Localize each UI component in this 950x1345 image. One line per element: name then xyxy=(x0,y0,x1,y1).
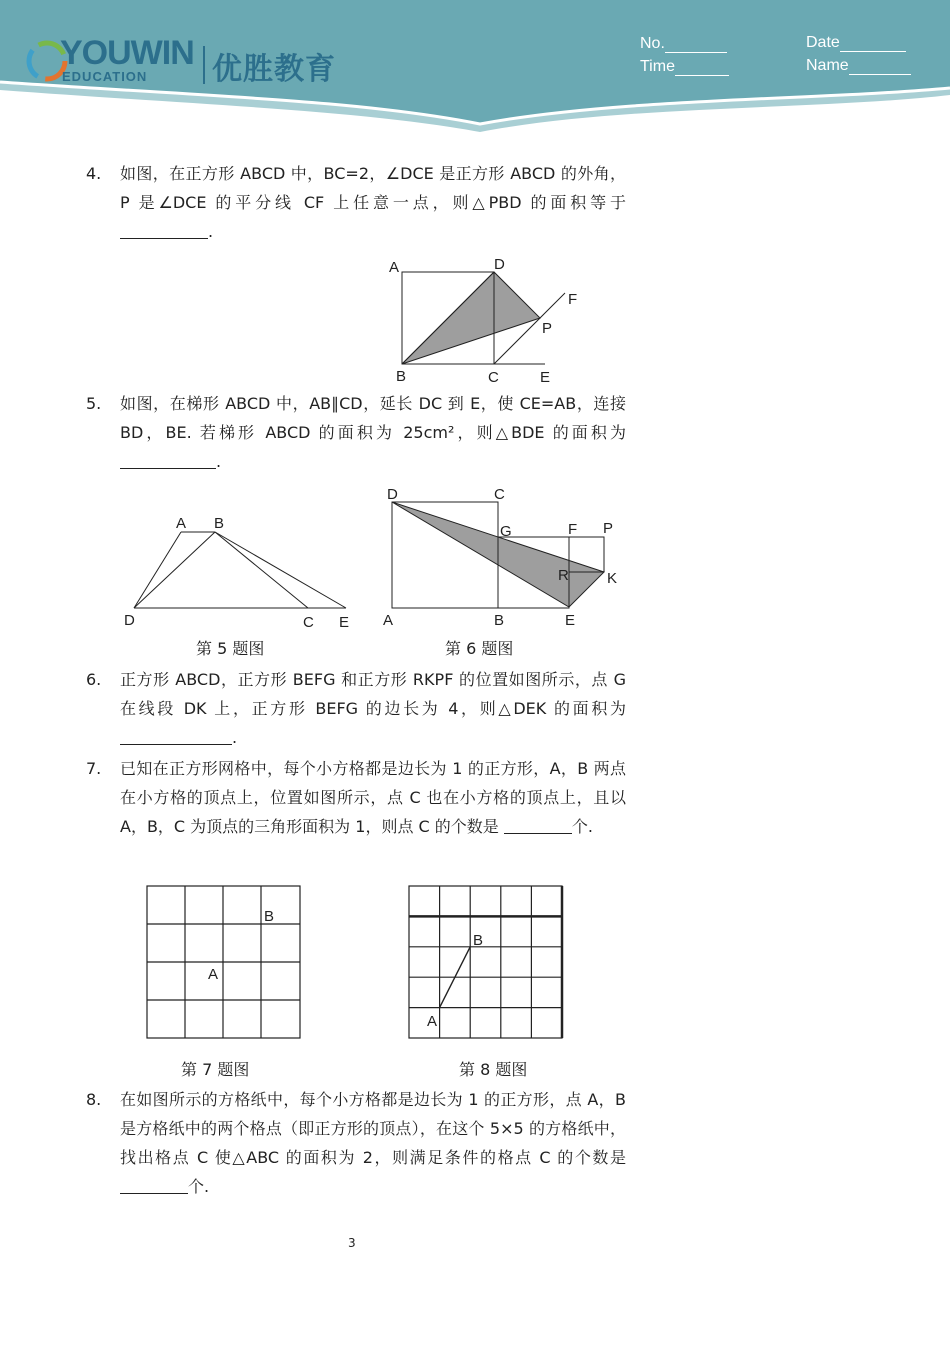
fig5-label-A: A xyxy=(176,515,187,532)
date-field xyxy=(806,34,906,52)
date-line xyxy=(840,37,906,52)
fig8-label-B: B xyxy=(473,932,484,949)
fig7-caption: 第 7 题图 xyxy=(181,1060,250,1079)
fig5-label-D: D xyxy=(124,612,135,629)
fig6-label-P: P xyxy=(603,520,614,537)
question-number: 6. xyxy=(86,670,102,689)
fig8-caption: 第 8 题图 xyxy=(459,1060,528,1079)
answer-blank xyxy=(120,222,208,239)
fig4-label-C: C xyxy=(488,369,499,386)
time-line xyxy=(675,61,729,76)
fig6-label-R: R xyxy=(558,567,569,584)
question-tail: . xyxy=(208,222,214,241)
question-tail: . xyxy=(216,452,222,471)
answer-blank xyxy=(120,728,232,745)
question-text: 如图，在梯形 ABCD 中，AB∥CD，延长 DC 到 E，使 CE=AB，连接 BD，BE. 若梯形 ABCD 的面积为 25cm²，则△BDE 的面积为 xyxy=(120,394,626,442)
question-7 xyxy=(86,754,626,841)
figure-6 xyxy=(378,483,628,633)
logo-chinese: 优胜教育 xyxy=(212,52,336,87)
fig6-label-C: C xyxy=(494,486,505,503)
question-number: 8. xyxy=(86,1090,102,1109)
no-line xyxy=(665,38,727,53)
answer-blank xyxy=(120,1177,188,1194)
question-text: 正方形 ABCD，正方形 BEFG 和正方形 RKPF 的位置如图所示，点 G 在线段 DK 上，正方形 BEFG 的边长为 4，则△DEK 的面积为 xyxy=(120,670,626,718)
logo-divider xyxy=(203,46,205,84)
fig7-label-A: A xyxy=(208,966,219,983)
fig6-label-K: K xyxy=(607,570,618,587)
fig7-label-B: B xyxy=(264,908,275,925)
fig5-caption: 第 5 题图 xyxy=(196,639,265,658)
question-5 xyxy=(86,389,626,476)
figure-5 xyxy=(120,506,360,636)
fig4-label-A: A xyxy=(389,259,400,276)
date-label: Date xyxy=(806,34,840,51)
question-6 xyxy=(86,665,626,752)
question-8 xyxy=(86,1085,626,1201)
question-number: 5. xyxy=(86,394,102,413)
logo-wordmark: YOUWIN xyxy=(60,34,194,72)
question-tail: 个. xyxy=(571,817,593,836)
page-number: 3 xyxy=(348,1236,356,1250)
question-text: 如图，在正方形 ABCD 中，BC=2，∠DCE 是正方形 ABCD 的外角，P 是∠DCE 的平分线 CF 上任意一点，则△PBD 的面积等于 xyxy=(120,164,626,212)
question-4 xyxy=(86,159,626,246)
fig6-caption: 第 6 题图 xyxy=(445,639,514,658)
time-field xyxy=(640,58,729,76)
name-label: Name xyxy=(806,57,849,74)
fig4-label-B: B xyxy=(396,368,407,385)
fig6-label-B: B xyxy=(494,612,505,629)
name-field xyxy=(806,57,911,75)
figure-8 xyxy=(404,880,574,1040)
fig6-label-A: A xyxy=(383,612,394,629)
fig4-label-P: P xyxy=(542,320,553,337)
fig6-label-G: G xyxy=(500,523,512,540)
figure-4 xyxy=(385,256,585,386)
answer-blank xyxy=(120,452,216,469)
logo-subtitle: EDUCATION xyxy=(62,69,148,84)
fig8-label-A: A xyxy=(427,1013,438,1030)
fig4-label-F: F xyxy=(568,291,578,308)
fig6-label-E: E xyxy=(565,612,576,629)
no-field xyxy=(640,35,727,53)
fig6-label-F: F xyxy=(568,521,578,538)
question-text: 已知在正方形网格中，每个小方格都是边长为 1 的正方形，A，B 两点在小方格的顶点上，位置如图所示，点 C 也在小方格的顶点上，且以 A，B，C 为顶点的三角形面积为 1，则点 C 的个数是 xyxy=(120,759,626,836)
figure-7 xyxy=(140,880,310,1040)
name-line xyxy=(849,60,911,75)
question-tail: 个. xyxy=(188,1177,210,1196)
question-text: 在如图所示的方格纸中，每个小方格都是边长为 1 的正方形，点 A，B 是方格纸中的两个格点（即正方形的顶点），在这个 5×5 的方格纸中，找出格点 C 使△ABC 的面积为 2，则满足条件的格点 C 的个数是 xyxy=(120,1090,626,1167)
fig5-label-B: B xyxy=(214,515,225,532)
question-tail: . xyxy=(232,728,238,747)
time-label: Time xyxy=(640,58,675,75)
answer-blank xyxy=(504,817,572,834)
fig5-label-C: C xyxy=(303,614,314,631)
no-label: No. xyxy=(640,35,665,52)
page-header xyxy=(0,0,950,150)
fig4-label-D: D xyxy=(494,256,505,273)
fig6-label-D: D xyxy=(387,486,398,503)
question-number: 7. xyxy=(86,759,102,778)
question-number: 4. xyxy=(86,164,102,183)
fig5-label-E: E xyxy=(339,614,350,631)
fig4-label-E: E xyxy=(540,369,551,386)
